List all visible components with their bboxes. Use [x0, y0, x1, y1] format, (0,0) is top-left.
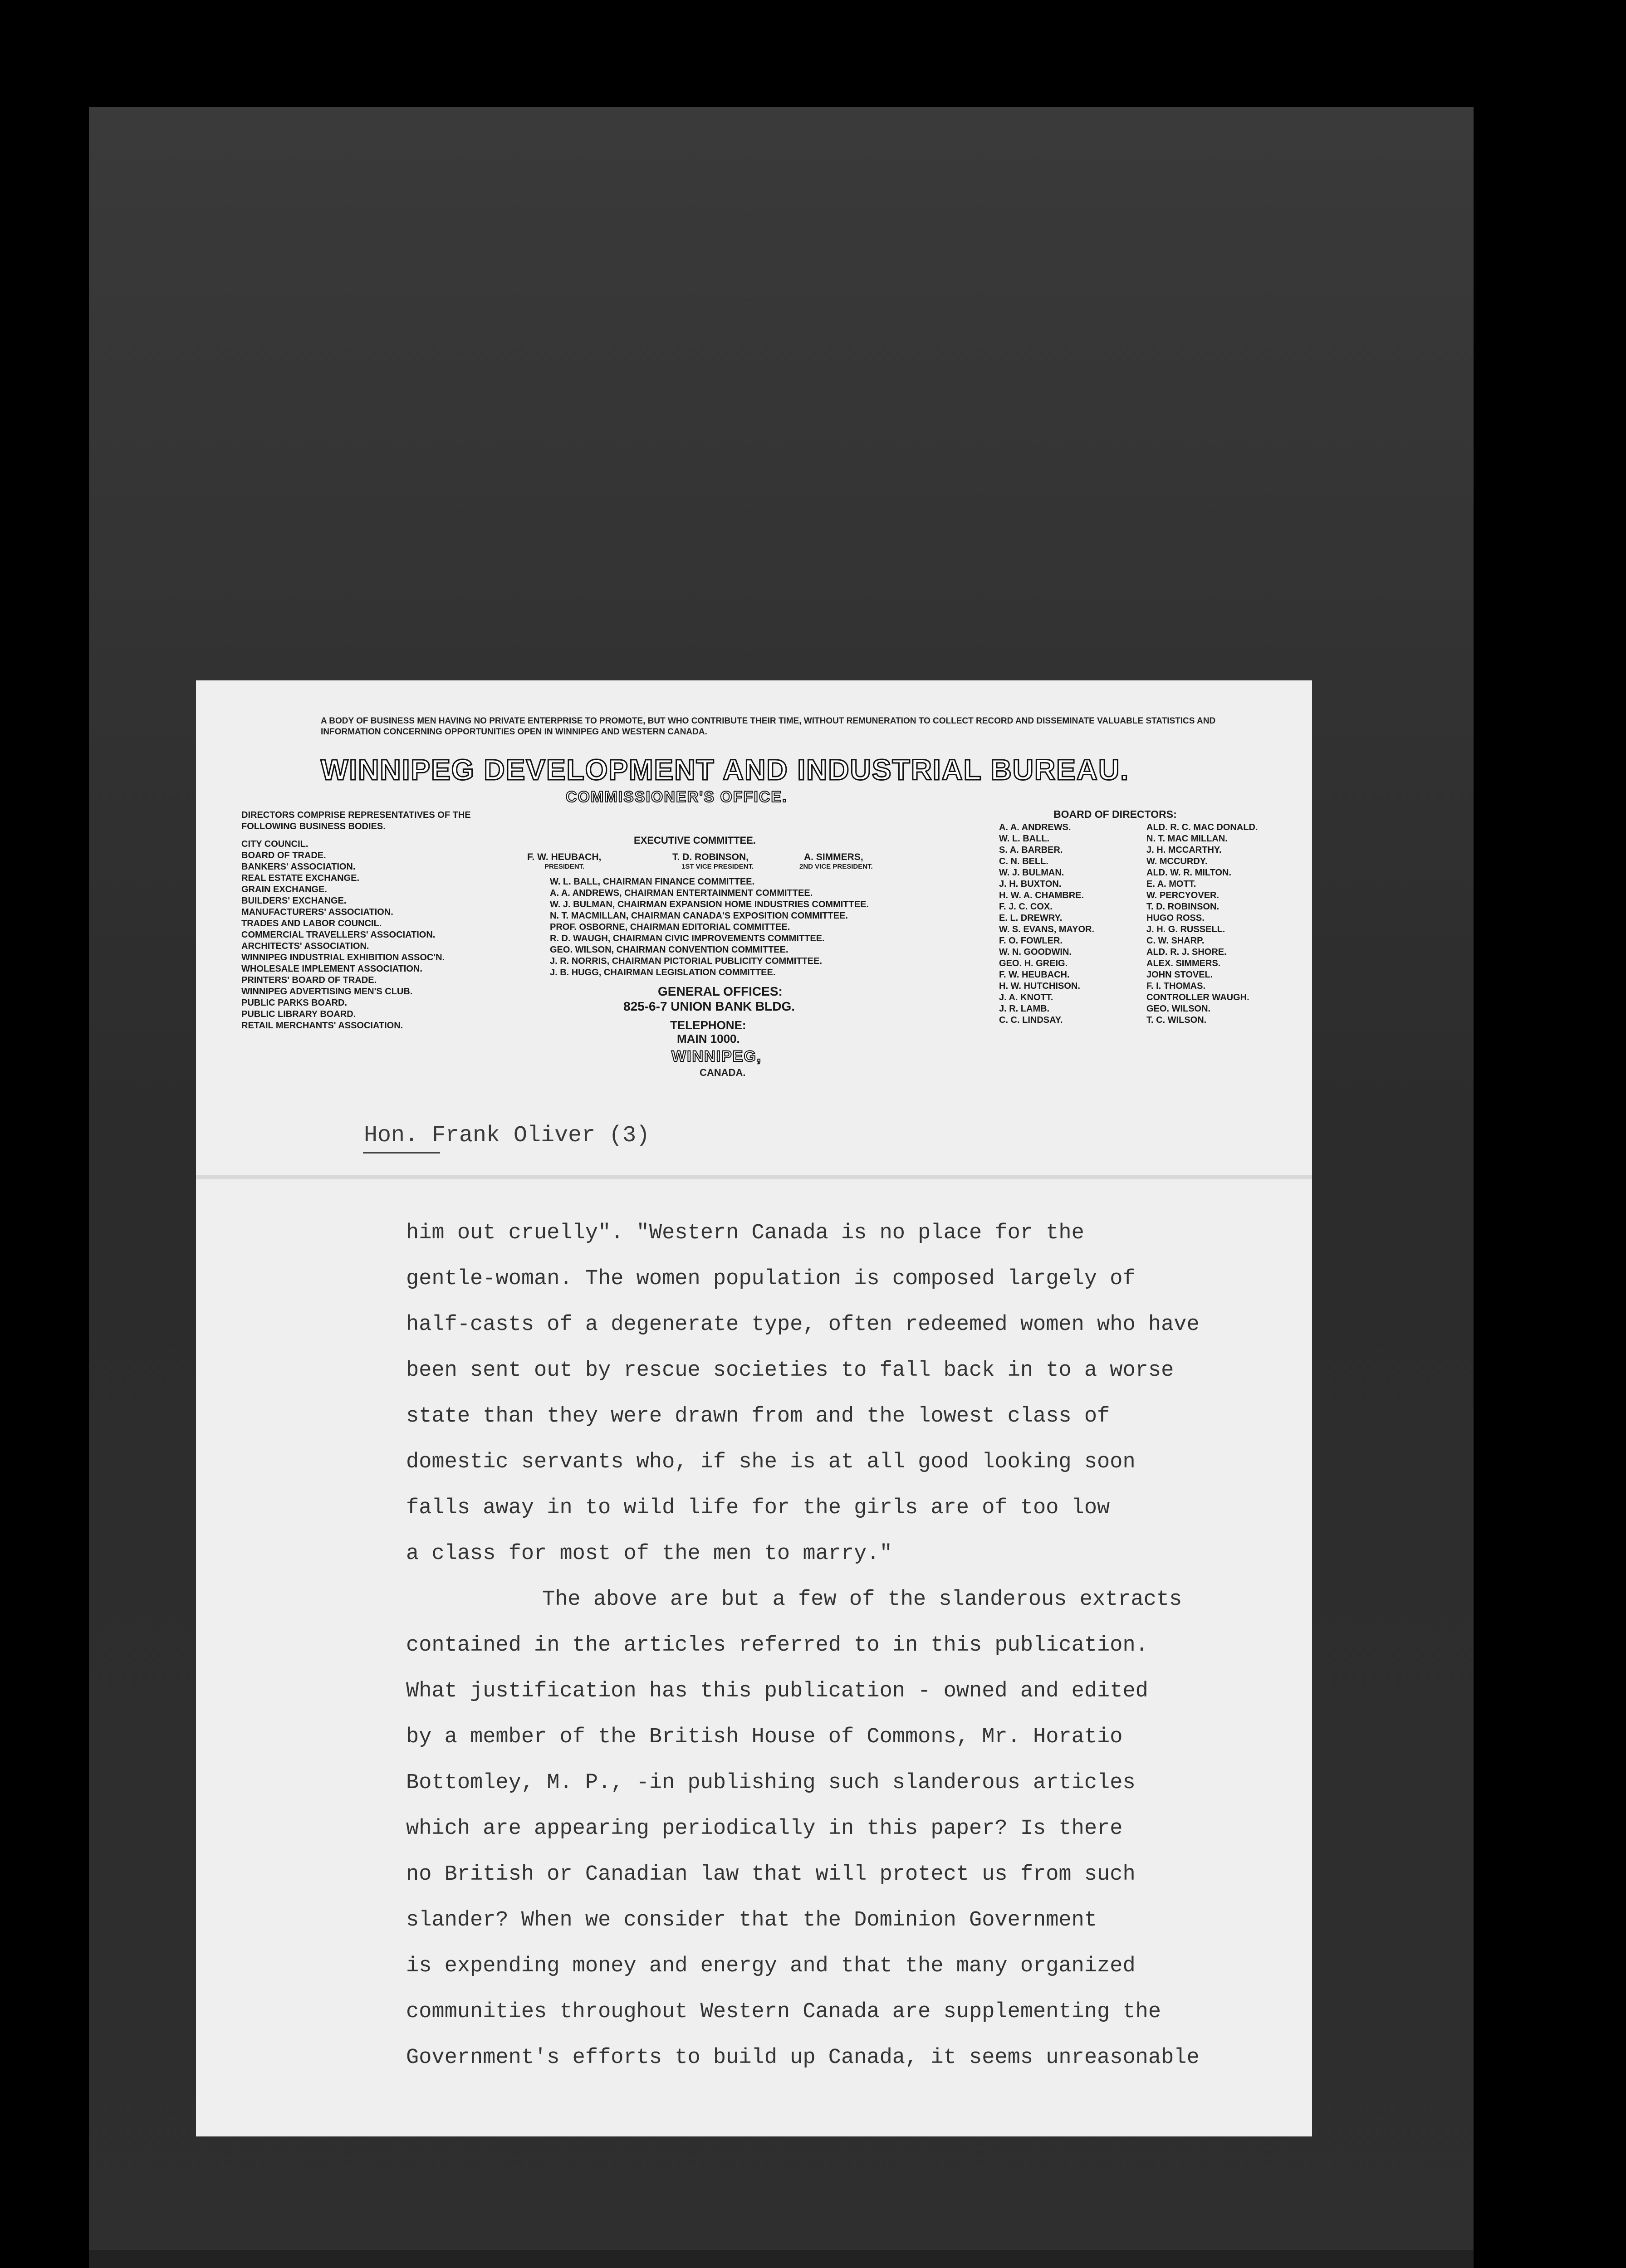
board-right-column — [1146, 822, 1258, 1026]
board-member-item: J. R. LAMB. — [999, 1004, 1050, 1014]
committee-item: N. T. MACMILLAN, CHAIRMAN CANADA'S EXPOSITION COMMITTEE. — [550, 911, 848, 921]
offices-address: 825-6-7 UNION BANK BLDG. — [623, 999, 795, 1013]
telephone-number: MAIN 1000. — [677, 1032, 740, 1046]
board-member-item: W. J. BULMAN. — [999, 868, 1064, 878]
board-member-item: CONTROLLER WAUGH. — [1146, 992, 1249, 1002]
committee-item: W. L. BALL, CHAIRMAN FINANCE COMMITTEE. — [550, 877, 755, 887]
committee-item: A. A. ANDREWS, CHAIRMAN ENTERTAINMENT COMMITTEE. — [550, 888, 813, 898]
board-heading: BOARD OF DIRECTORS: — [1053, 808, 1177, 820]
business-body-item: RETAIL MERCHANTS' ASSOCIATION. — [241, 1021, 403, 1031]
letterhead-motto: A BODY OF BUSINESS MEN HAVING NO PRIVATE ENTERPRISE TO PROMOTE, BUT WHO CONTRIBUTE THEIR TIME, WITHOUT REMUNERATION TO COLLECT RECORD AND DISSEMINATE VALUABLE STATISTICS AND INFORMATION CONCERNING OPPORTUNITIES OPEN IN WINNIPEG AND WESTERN CANADA. — [321, 716, 1216, 737]
salutation-underline — [363, 1152, 440, 1154]
body-line: What justification has this publication - owned and edited — [406, 1679, 1148, 1703]
board-member-item: T. D. ROBINSON. — [1146, 902, 1220, 912]
business-body-item: BUILDERS' EXCHANGE. — [241, 896, 347, 906]
board-member-item: W. L. BALL. — [999, 834, 1050, 844]
committee-item: J. B. HUGG, CHAIRMAN LEGISLATION COMMITTEE. — [550, 968, 776, 978]
business-body-item: BANKERS' ASSOCIATION. — [241, 862, 356, 872]
body-line: Government's efforts to build up Canada, it seems unreasonable — [406, 2046, 1200, 2070]
offices-heading: GENERAL OFFICES: — [658, 984, 783, 998]
letter-fold-line — [196, 1175, 1312, 1179]
board-member-item: GEO. H. GREIG. — [999, 958, 1068, 968]
board-member-item: F. I. THOMAS. — [1146, 981, 1205, 991]
committees-list — [550, 876, 869, 978]
business-body-item: PUBLIC PARKS BOARD. — [241, 998, 347, 1008]
letter-body — [406, 1210, 1295, 2081]
board-member-item: JOHN STOVEL. — [1146, 970, 1213, 980]
board-member-item: ALD. R. C. MAC DONALD. — [1146, 822, 1258, 832]
board-member-item: J. A. KNOTT. — [999, 992, 1053, 1002]
board-member-item: W. PERCYOVER. — [1146, 890, 1220, 900]
vp1-title: 1ST VICE PRESIDENT. — [681, 863, 754, 870]
body-line: is expending money and energy and that the many organized — [406, 1954, 1136, 1978]
board-member-item: J. H. MCCARTHY. — [1146, 845, 1222, 855]
board-edge — [89, 2250, 1474, 2268]
board-member-item: C. W. SHARP. — [1146, 936, 1205, 946]
body-line: a class for most of the men to marry." — [406, 1542, 892, 1566]
board-member-item: ALD. R. J. SHORE. — [1146, 947, 1227, 957]
business-body-item: PUBLIC LIBRARY BOARD. — [241, 1009, 356, 1019]
board-member-item: ALD. W. R. MILTON. — [1146, 868, 1232, 878]
board-member-item: F. O. FOWLER. — [999, 936, 1063, 946]
body-line: no British or Canadian law that will protect us from such — [406, 1862, 1136, 1887]
business-bodies-list — [241, 839, 523, 1031]
board-member-item: A. A. ANDREWS. — [999, 822, 1071, 832]
committee-item: GEO. WILSON, CHAIRMAN CONVENTION COMMITTEE. — [550, 945, 789, 955]
board-member-item: W. N. GOODWIN. — [999, 947, 1072, 957]
president-name: F. W. HEUBACH, — [527, 852, 602, 862]
body-line: gentle-woman. The women population is composed largely of — [406, 1267, 1136, 1291]
board-member-item: GEO. WILSON. — [1146, 1004, 1211, 1014]
board-right-list — [1146, 822, 1258, 1026]
board-member-item: J. H. BUXTON. — [999, 879, 1062, 889]
board-member-item: W. S. EVANS, MAYOR. — [999, 924, 1095, 934]
business-body-item: WINNIPEG ADVERTISING MEN'S CLUB. — [241, 987, 413, 997]
business-body-item: MANUFACTURERS' ASSOCIATION. — [241, 907, 393, 917]
committee-item: W. J. BULMAN, CHAIRMAN EXPANSION HOME INDUSTRIES COMMITTEE. — [550, 899, 869, 909]
business-body-item: REAL ESTATE EXCHANGE. — [241, 873, 360, 883]
business-body-item: WINNIPEG INDUSTRIAL EXHIBITION ASSOC'N. — [241, 953, 445, 963]
body-line: The above are but a few of the slanderous extracts — [542, 1588, 1182, 1612]
committee-item: PROF. OSBORNE, CHAIRMAN EDITORIAL COMMITTEE. — [550, 922, 790, 932]
letterhead-title: WINNIPEG DEVELOPMENT AND INDUSTRIAL BUREAU. — [321, 753, 1130, 786]
board-left-column — [999, 822, 1094, 1026]
executive-heading: EXECUTIVE COMMITTEE. — [634, 835, 756, 846]
body-line: slander? When we consider that the Dominion Government — [406, 1908, 1097, 1932]
board-member-item: H. W. A. CHAMBRE. — [999, 890, 1084, 900]
business-body-item: CITY COUNCIL. — [241, 839, 309, 849]
board-member-item: C. N. BELL. — [999, 856, 1048, 866]
vp1-name: T. D. ROBINSON, — [672, 852, 749, 862]
business-body-item: WHOLESALE IMPLEMENT ASSOCIATION. — [241, 964, 422, 974]
board-member-item: T. C. WILSON. — [1146, 1015, 1207, 1025]
board-member-item: W. MCCURDY. — [1146, 856, 1208, 866]
body-line: by a member of the British House of Commons, Mr. Horatio — [406, 1725, 1123, 1749]
letterhead-subtitle: COMMISSIONER'S OFFICE. — [566, 788, 788, 806]
salutation: Hon. Frank Oliver (3) — [364, 1123, 650, 1149]
board-member-item: E. L. DREWRY. — [999, 913, 1063, 923]
board-member-item: N. T. MAC MILLAN. — [1146, 834, 1228, 844]
business-body-item: TRADES AND LABOR COUNCIL. — [241, 919, 382, 929]
business-body-item: PRINTERS' BOARD OF TRADE. — [241, 975, 377, 985]
board-member-item: C. C. LINDSAY. — [999, 1015, 1063, 1025]
board-member-item: J. H. G. RUSSELL. — [1146, 924, 1225, 934]
letterhead-city: WINNIPEG, — [671, 1048, 762, 1065]
body-line: which are appearing periodically in this paper? Is there — [406, 1817, 1123, 1841]
vp2-name: A. SIMMERS, — [804, 852, 863, 862]
body-line: domestic servants who, if she is at all good looking soon — [406, 1450, 1136, 1474]
board-left-list — [999, 822, 1094, 1026]
telephone-heading: TELEPHONE: — [670, 1018, 746, 1032]
board-member-item: ALEX. SIMMERS. — [1146, 958, 1221, 968]
committee-item: J. R. NORRIS, CHAIRMAN PICTORIAL PUBLICITY COMMITTEE. — [550, 956, 823, 966]
body-line: him out cruelly". "Western Canada is no place for the — [406, 1221, 1084, 1245]
letterhead — [196, 680, 1312, 1175]
board-member-item: HUGO ROSS. — [1146, 913, 1205, 923]
business-body-item: GRAIN EXCHANGE. — [241, 885, 327, 894]
board-member-item: F. W. HEUBACH. — [999, 970, 1070, 980]
board-member-item: E. A. MOTT. — [1146, 879, 1196, 889]
business-body-item: BOARD OF TRADE. — [241, 850, 326, 860]
president-title: PRESIDENT. — [544, 863, 585, 870]
body-line: communities throughout Western Canada are supplementing the — [406, 2000, 1161, 2024]
board-member-item: S. A. BARBER. — [999, 845, 1063, 855]
business-body-item: ARCHITECTS' ASSOCIATION. — [241, 941, 369, 951]
vp2-title: 2ND VICE PRESIDENT. — [799, 863, 873, 870]
body-line: state than they were drawn from and the lowest class of — [406, 1404, 1110, 1428]
board-member-item: F. J. C. COX. — [999, 902, 1053, 912]
letterhead-country: CANADA. — [700, 1067, 746, 1078]
board-member-item: H. W. HUTCHISON. — [999, 981, 1080, 991]
committee-item: R. D. WAUGH, CHAIRMAN CIVIC IMPROVEMENTS COMMITTEE. — [550, 934, 825, 943]
directors-heading: DIRECTORS COMPRISE REPRESENTATIVES OF THE FOLLOWING BUSINESS BODIES. — [241, 810, 471, 831]
committees-column — [550, 876, 869, 978]
business-bodies-column — [241, 810, 523, 1031]
body-line: half-casts of a degenerate type, often redeemed women who have — [406, 1313, 1200, 1337]
body-line: Bottomley, M. P., -in publishing such slanderous articles — [406, 1771, 1136, 1795]
body-line: falls away in to wild life for the girls are of too low — [406, 1496, 1110, 1520]
body-line: contained in the articles referred to in this publication. — [406, 1633, 1148, 1657]
body-line: been sent out by rescue societies to fall back in to a worse — [406, 1359, 1174, 1383]
business-body-item: COMMERCIAL TRAVELLERS' ASSOCIATION. — [241, 930, 436, 940]
